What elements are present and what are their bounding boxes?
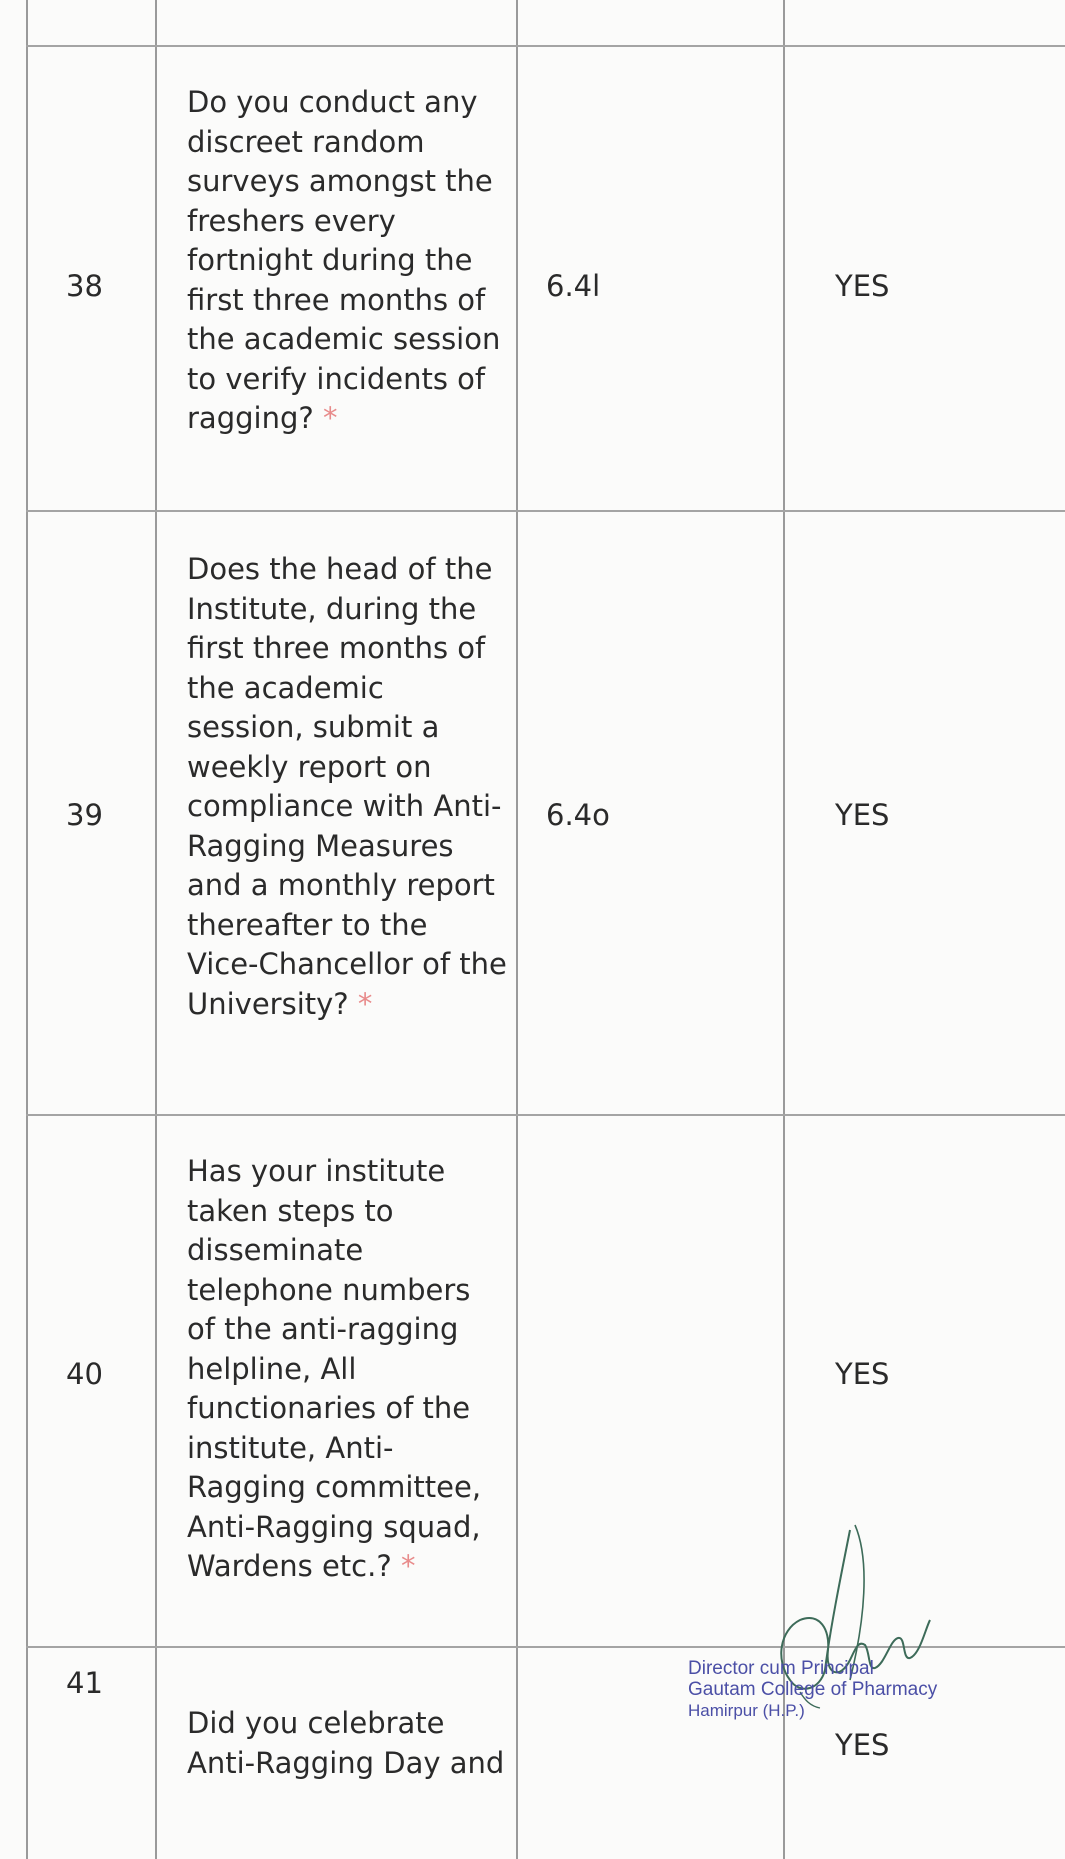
- question-text: Has your institute taken steps to disseminate telephone numbers of the anti-ragging helpline, All functionaries of the institute, Anti-Ragging committee, Anti-Ragging squad, Wardens etc.? *: [187, 1154, 482, 1583]
- row-divider-39-40: [26, 1114, 1065, 1116]
- required-asterisk: *: [400, 1549, 416, 1583]
- column-divider-1: [155, 0, 157, 1859]
- row-number: 39: [66, 798, 103, 832]
- stamp-line-location: Hamirpur (H.P.): [688, 1701, 805, 1720]
- table-border-left: [26, 0, 28, 1859]
- question-text: Did you celebrate Anti-Ragging Day and: [187, 1706, 505, 1780]
- question-text: Does the head of the Institute, during the first three months of the academic session, submit a weekly report on compliance with Anti-Ragging Measures and a monthly report thereafter to the Vice-Chancellor of the University? *: [187, 552, 507, 1021]
- column-divider-2: [516, 0, 518, 1859]
- question-text: Do you conduct any discreet random surveys amongst the freshers every fortnight during the first three months of the academic session to verify incidents of ragging? *: [187, 85, 501, 435]
- required-asterisk: *: [322, 401, 338, 435]
- answer-value: YES: [835, 269, 890, 303]
- answer-value: YES: [835, 798, 890, 832]
- clause-code: 6.4o: [546, 798, 610, 832]
- row-number: 41: [66, 1666, 103, 1700]
- required-asterisk: *: [357, 986, 373, 1021]
- row-number: 40: [66, 1357, 103, 1391]
- row-divider-top: [26, 45, 1065, 47]
- answer-value: YES: [835, 1357, 890, 1391]
- clause-code: 6.4l: [546, 269, 601, 303]
- row-number: 38: [66, 269, 103, 303]
- answer-value: YES: [835, 1728, 890, 1762]
- signature-stamp: [680, 1520, 1020, 1720]
- stamp-line-college: Gautam College of Pharmacy: [688, 1679, 938, 1700]
- row-divider-38-39: [26, 510, 1065, 512]
- stamp-line-designation: Director cum Principal: [688, 1658, 874, 1679]
